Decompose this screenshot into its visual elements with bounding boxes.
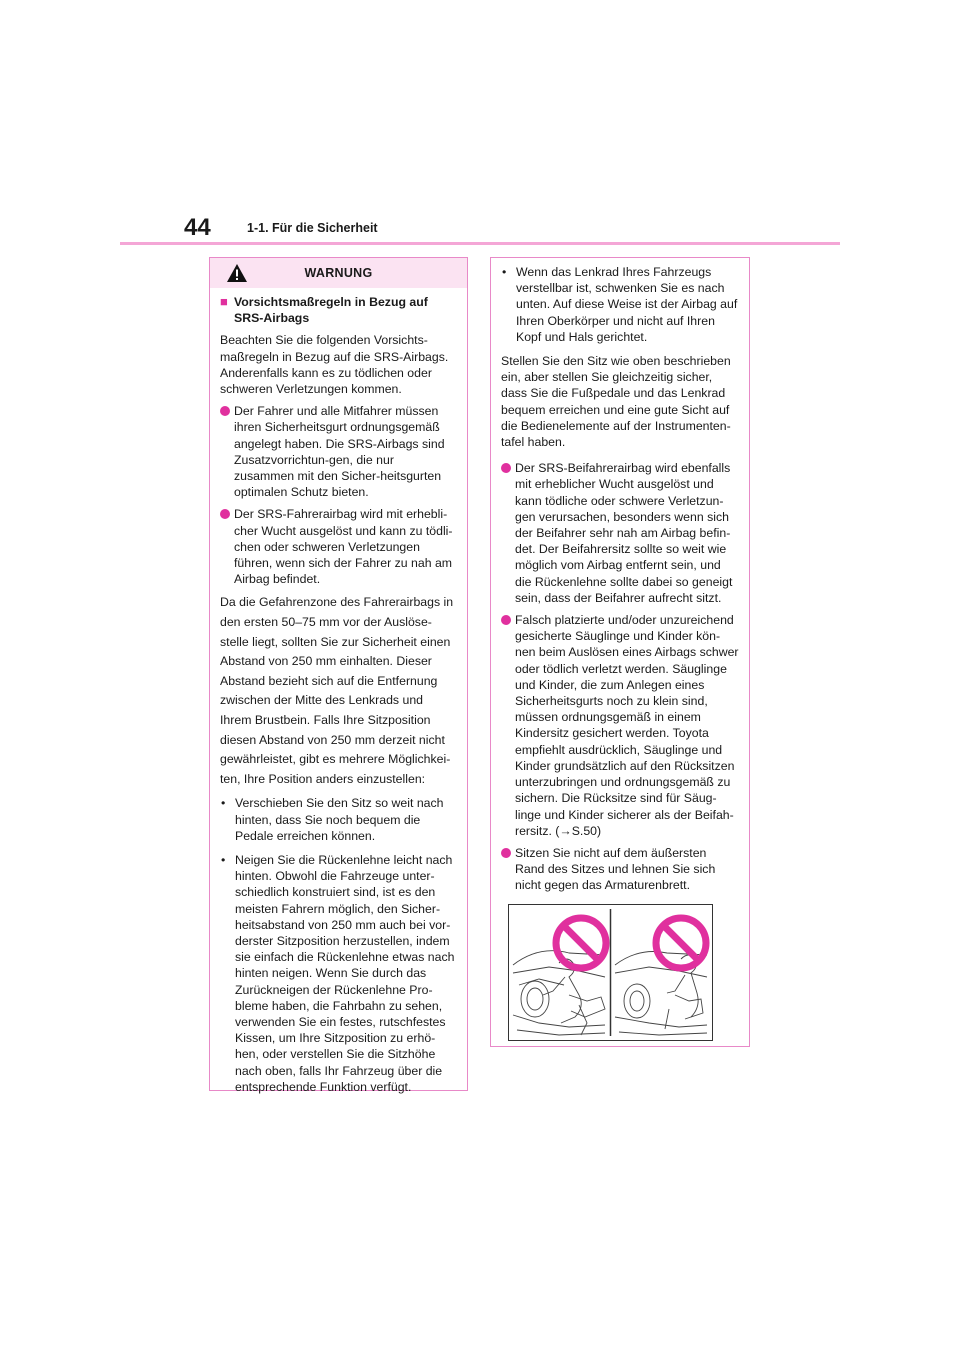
dash-bullet: •	[221, 853, 226, 867]
warning-intro: Beachten Sie die folgenden Vorsichts-maßregeln in Bezug auf die SRS-Airbags. Anderenfalls kann es zu tödlichen oder schweren Verletzungen kommen.	[220, 333, 449, 397]
dash-bullet: •	[502, 265, 507, 279]
warning-header	[210, 258, 467, 288]
dot-bullet-icon	[501, 612, 515, 839]
warning-content-right	[491, 258, 749, 894]
warning-box-left	[209, 257, 468, 1094]
dot-bullet-icon	[501, 845, 515, 894]
list-item	[220, 795, 457, 844]
list-item-text: Der SRS-Beifahrerairbag wird ebenfalls mit erheblicher Wucht ausgelöst und kann tödliche oder schwere Verletzun-gen verursachen, besonders wenn sich der Beifahrer sehr nah am Airbag befin-det. Der Beifahrersitz sollte so weit wie möglich vom Airbag entfernt sein, und die Rückenlehne sollte dabei so geneigt sein, dass der Beifahrer aufrecht sitzt.	[515, 461, 733, 605]
prohibition-sign-icon	[556, 918, 606, 968]
list-item-text: Sitzen Sie nicht auf dem äußersten Rand des Sitzes und lehnen Sie sich nicht gegen das Armaturenbrett.	[515, 845, 716, 893]
list-item-text: Der SRS-Fahrerairbag wird mit erhebli-cher Wucht ausgelöst und kann zu tödli-chen oder schweren Verletzungen führen, wenn sich der Fahrer zu nah am Airbag befindet.	[234, 507, 453, 587]
dot-bullet-icon	[501, 460, 515, 606]
list-item	[220, 506, 457, 587]
list-item	[501, 612, 739, 839]
list-item	[501, 845, 739, 894]
warning-heading-text: Vorsichtsmaßregeln in Bezug auf SRS-Airbags	[234, 295, 428, 326]
distance-paragraph: Da die Gefahrenzone des Fahrerairbags in den ersten 50–75 mm vor der Auslöse-stelle liegt, sollten Sie zur Sicherheit einen Abstand von 250 mm einhalten. Dieser Abstand bezieht sich auf die Entfernung zwischen der Mitte des Lenkrads und Ihrem Brustbein. Falls Ihre Sitzposition diesen Abstand von 250 mm derzeit nicht gewährleistet, gibt es mehrere Möglichkei-ten, Ihre Position anders einzustellen:	[220, 595, 454, 786]
square-bullet-icon: ■	[220, 294, 228, 309]
list-item	[501, 264, 739, 345]
list-item-text: Der Fahrer und alle Mitfahrer müssen ihren Sicherheitsgurt ordnungsgemäß angelegt haben. Die SRS-Airbags sind Zusatzvorrichtun-gen, die nur zusammen mit den Sicher-heitsgurten optimalen Schutz bieten.	[234, 404, 445, 500]
page-number: 44	[184, 214, 211, 241]
dash-bullet: •	[221, 796, 226, 811]
list-item-text: Falsch platzierte und/oder unzureichend gesicherte Säuglinge und Kinder kön-nen beim Auslösen eines Airbags schwer oder tödlich verletzt werden. Säuglinge und Kinder, die zum Anlegen eines Sicherheitsgurts noch zu klein sind, müssen ordnungsgemäß in einem Kindersitz gesichert werden. Toyota empfiehlt ausdrücklich, Säuglinge und Kinder grundsätzlich auf den Rücksitzen unterzubringen und ordnungsgemäß zu sichern. Die Rücksitze sind für Säug-linge und Kinder sicherer als der Beifah-rersitz. (→S.50)	[515, 613, 739, 838]
warning-triangle-icon	[226, 263, 248, 283]
list-item-text: Verschieben Sie den Sitz so weit nach hinten, dass Sie noch bequem die Pedale erreichen können.	[235, 796, 444, 843]
warning-box-right	[490, 257, 750, 1047]
header-rule	[120, 242, 840, 245]
list-item	[220, 403, 457, 500]
dot-bullet-icon	[220, 506, 234, 587]
section-title: 1-1. Für die Sicherheit	[247, 221, 378, 235]
list-item	[501, 460, 739, 606]
list-item	[220, 852, 457, 1095]
car-interior-illustration	[509, 905, 712, 1040]
warning-title: WARNUNG	[304, 266, 373, 280]
warning-content-left	[210, 288, 467, 1095]
prohibited-seating-illustration	[508, 904, 713, 1041]
warning-heading	[220, 294, 457, 326]
list-item-text: Neigen Sie die Rückenlehne leicht nach hinten. Obwohl die Fahrzeuge unter-schiedlich konstruiert sind, ist es den meisten Fahrern möglich, den Sicher-heitsabstand von 250 mm auch bei vor-derster Sitzposition herzustellen, indem sie einfach die Rückenlehne etwas nach hinten neigen. Wenn Sie durch das Zurückneigen der Rückenlehne Pro-bleme haben, die Fahrbahn zu sehen, verwenden Sie ein festes, rutschfestes Kissen, um Ihre Sitzposition zu erhö-hen, oder verstellen Sie die Sitzhöhe nach oben, falls Ihr Fahrzeug über die entsprechende Funktion verfügt.	[235, 853, 455, 1094]
prohibition-sign-icon	[656, 918, 706, 968]
seat-paragraph: Stellen Sie den Sitz wie oben beschrieben ein, aber stellen Sie gleichzeitig sicher, dass Sie die Fußpedale und das Lenkrad bequem erreichen und eine gute Sicht auf die Bedienelemente auf der Instrumenten-tafel haben.	[501, 354, 731, 450]
dot-bullet-icon	[220, 403, 234, 500]
list-item-text: Wenn das Lenkrad Ihres Fahrzeugs verstellbar ist, schwenken Sie es nach unten. Auf diese Weise ist der Airbag auf Ihren Oberkörper und nicht auf Ihren Kopf und Hals gerichtet.	[516, 265, 738, 344]
